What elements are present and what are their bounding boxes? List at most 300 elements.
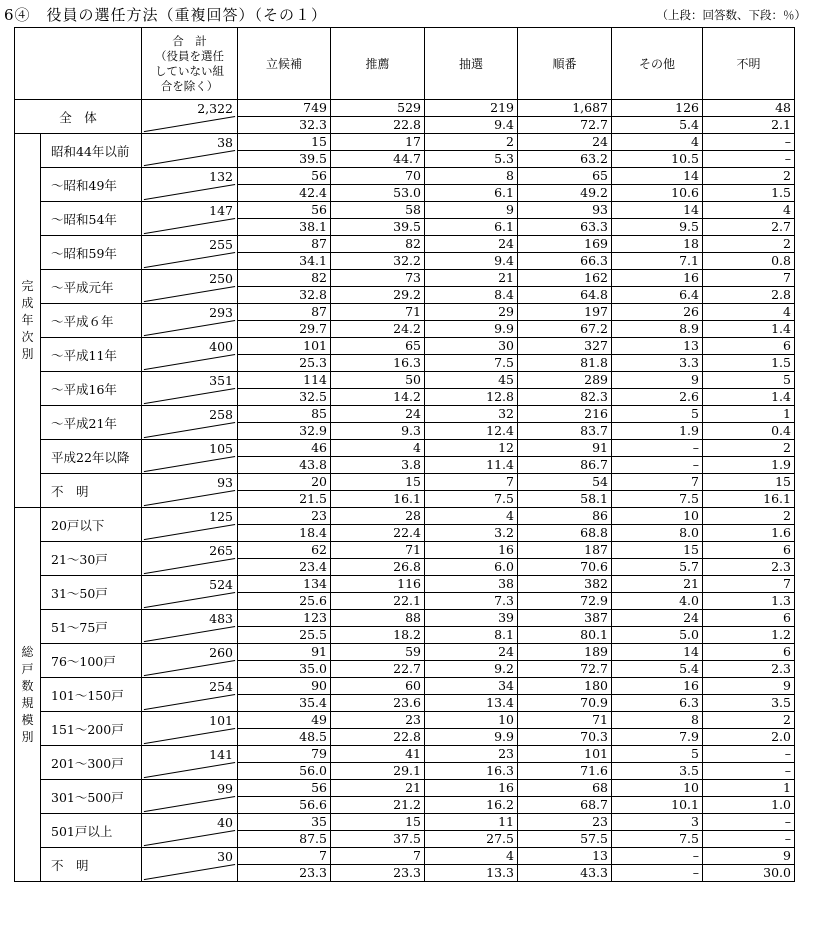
- count-value: 13: [518, 848, 611, 865]
- table-row: [15, 372, 795, 406]
- value-cell: [238, 508, 331, 542]
- count-value: 5: [612, 406, 702, 423]
- percent-value: 70.6: [580, 559, 608, 574]
- count-value: 71: [331, 304, 424, 321]
- value-cell: [612, 644, 703, 678]
- count-value: 70: [331, 168, 424, 185]
- percent-value: 44.7: [393, 151, 421, 166]
- group-label: [15, 134, 41, 508]
- table-row: [15, 644, 795, 678]
- table-row: [15, 474, 795, 508]
- percent-value: 57.5: [580, 831, 608, 846]
- table-row: [15, 508, 795, 542]
- count-value: 21: [331, 780, 424, 797]
- count-value: 6: [703, 542, 794, 559]
- all-row: [15, 100, 795, 134]
- value-cell: [612, 134, 703, 168]
- percent-value: 7.5: [494, 355, 514, 370]
- count-value: 9: [703, 848, 794, 865]
- count-value: 101: [238, 338, 330, 355]
- row-label: 21～30戸: [41, 542, 142, 576]
- percent-value: 35.0: [299, 661, 327, 676]
- value-cell: [238, 304, 331, 338]
- value-cell: [238, 440, 331, 474]
- row-total: [142, 406, 238, 440]
- count-value: 1: [703, 780, 794, 797]
- percent-value: 1.5: [771, 185, 791, 200]
- value-cell: [703, 236, 795, 270]
- percent-value: 18.2: [393, 627, 421, 642]
- value-cell: [518, 270, 612, 304]
- count-value: 34: [425, 678, 517, 695]
- count-value: 90: [238, 678, 330, 695]
- percent-value: 12.8: [486, 389, 514, 404]
- value-cell: [612, 780, 703, 814]
- percent-value: 16.3: [393, 355, 421, 370]
- value-cell: [331, 712, 425, 746]
- count-value: 187: [518, 542, 611, 559]
- value-cell: [518, 100, 612, 134]
- row-total-value: 2,322: [197, 101, 233, 116]
- page-title: 6④ 役員の選任方法（重複回答）（その１）: [4, 6, 328, 24]
- count-value: 14: [612, 202, 702, 219]
- count-value: 24: [612, 610, 702, 627]
- row-total: [142, 542, 238, 576]
- row-label: 20戸以下: [41, 508, 142, 542]
- percent-value: –: [784, 151, 791, 166]
- value-cell: [703, 304, 795, 338]
- row-total-value: 125: [209, 509, 233, 524]
- value-cell: [238, 644, 331, 678]
- count-value: 23: [238, 508, 330, 525]
- percent-value: 2.0: [771, 729, 791, 744]
- group-label-char: 成: [21, 296, 34, 310]
- count-value: 24: [331, 406, 424, 423]
- value-cell: [703, 814, 795, 848]
- table-row: [15, 406, 795, 440]
- percent-value: 10.6: [671, 185, 699, 200]
- table-row: [15, 338, 795, 372]
- percent-value: 6.3: [679, 695, 699, 710]
- value-cell: [238, 168, 331, 202]
- percent-value: 22.8: [393, 729, 421, 744]
- value-cell: [425, 134, 518, 168]
- percent-value: 24.2: [393, 321, 421, 336]
- count-value: 162: [518, 270, 611, 287]
- value-cell: [518, 542, 612, 576]
- value-cell: [425, 304, 518, 338]
- group-label-char: 完: [21, 279, 34, 293]
- group-label-char: 規: [21, 695, 34, 710]
- percent-value: 32.3: [299, 117, 327, 132]
- count-value: 116: [331, 576, 424, 593]
- header-total-line: （役員を選任: [155, 48, 224, 63]
- percent-value: 3.8: [401, 457, 421, 472]
- header-row: [15, 28, 795, 100]
- percent-value: 5.7: [679, 559, 699, 574]
- value-cell: [612, 474, 703, 508]
- value-cell: [518, 746, 612, 780]
- count-value: 88: [331, 610, 424, 627]
- value-cell: [425, 610, 518, 644]
- count-value: –: [703, 746, 794, 763]
- count-value: 85: [238, 406, 330, 423]
- value-cell: [425, 644, 518, 678]
- value-cell: [331, 576, 425, 610]
- count-value: 30: [425, 338, 517, 355]
- table-row: [15, 576, 795, 610]
- value-cell: [703, 270, 795, 304]
- value-cell: [425, 270, 518, 304]
- percent-value: 9.9: [494, 321, 514, 336]
- percent-value: 23.4: [299, 559, 327, 574]
- value-cell: [425, 202, 518, 236]
- row-total-value: 400: [209, 339, 233, 354]
- count-value: 7: [331, 848, 424, 865]
- row-label: 31～50戸: [41, 576, 142, 610]
- row-total: [142, 474, 238, 508]
- percent-value: 22.1: [393, 593, 421, 608]
- row-total: [142, 848, 238, 882]
- row-total-value: 483: [209, 611, 233, 626]
- count-value: 2: [425, 134, 517, 151]
- count-value: 65: [331, 338, 424, 355]
- value-cell: [425, 848, 518, 882]
- percent-value: 12.4: [486, 423, 514, 438]
- count-value: 15: [331, 474, 424, 491]
- row-label: 51～75戸: [41, 610, 142, 644]
- count-value: 10: [425, 712, 517, 729]
- percent-value: 29.2: [393, 287, 421, 302]
- count-value: 71: [331, 542, 424, 559]
- percent-value: 32.2: [393, 253, 421, 268]
- row-total: [142, 576, 238, 610]
- percent-value: 63.2: [580, 151, 608, 166]
- percent-value: 72.9: [580, 593, 608, 608]
- value-cell: [518, 780, 612, 814]
- value-cell: [425, 678, 518, 712]
- value-cell: [518, 712, 612, 746]
- percent-value: 35.4: [299, 695, 327, 710]
- count-value: 32: [425, 406, 517, 423]
- percent-value: 64.8: [580, 287, 608, 302]
- value-cell: [425, 712, 518, 746]
- count-value: 126: [612, 100, 702, 117]
- percent-value: 1.4: [771, 389, 791, 404]
- percent-value: 82.3: [580, 389, 608, 404]
- count-value: 65: [518, 168, 611, 185]
- percent-value: 42.4: [299, 185, 327, 200]
- value-cell: [331, 338, 425, 372]
- percent-value: 56.0: [299, 763, 327, 778]
- row-label: 不 明: [41, 474, 142, 508]
- row-total: [142, 100, 238, 134]
- count-value: 2: [703, 440, 794, 457]
- value-cell: [703, 372, 795, 406]
- count-value: 9: [703, 678, 794, 695]
- count-value: 4: [703, 304, 794, 321]
- percent-value: 48.5: [299, 729, 327, 744]
- count-value: 8: [612, 712, 702, 729]
- count-value: 2: [703, 712, 794, 729]
- count-value: 15: [238, 134, 330, 151]
- count-value: 1: [703, 406, 794, 423]
- count-value: 91: [238, 644, 330, 661]
- count-value: 6: [703, 338, 794, 355]
- count-value: 169: [518, 236, 611, 253]
- count-value: 93: [518, 202, 611, 219]
- percent-value: 6.4: [679, 287, 699, 302]
- count-value: 71: [518, 712, 611, 729]
- percent-value: 10.1: [671, 797, 699, 812]
- row-total-value: 101: [209, 713, 233, 728]
- row-total: [142, 746, 238, 780]
- value-cell: [612, 610, 703, 644]
- value-cell: [425, 440, 518, 474]
- table-row: [15, 780, 795, 814]
- count-value: 13: [612, 338, 702, 355]
- value-cell: [331, 814, 425, 848]
- row-total: [142, 610, 238, 644]
- percent-value: 8.1: [494, 627, 514, 642]
- row-total-value: 105: [209, 441, 233, 456]
- row-total-value: 254: [209, 679, 233, 694]
- count-value: 45: [425, 372, 517, 389]
- row-total-value: 255: [209, 237, 233, 252]
- table-body: [15, 100, 795, 882]
- count-value: 56: [238, 168, 330, 185]
- percent-value: 68.7: [580, 797, 608, 812]
- value-cell: [612, 202, 703, 236]
- count-value: 23: [425, 746, 517, 763]
- count-value: 123: [238, 610, 330, 627]
- count-value: 39: [425, 610, 517, 627]
- percent-value: 25.3: [299, 355, 327, 370]
- count-value: 10: [612, 780, 702, 797]
- count-value: 16: [425, 780, 517, 797]
- count-value: 7: [612, 474, 702, 491]
- row-label: 昭和44年以前: [41, 134, 142, 168]
- value-cell: [331, 134, 425, 168]
- value-cell: [703, 712, 795, 746]
- percent-value: 23.3: [393, 865, 421, 880]
- percent-value: 11.4: [486, 457, 514, 472]
- row-label: 平成22年以降: [41, 440, 142, 474]
- value-cell: [238, 576, 331, 610]
- value-cell: [612, 100, 703, 134]
- value-cell: [425, 576, 518, 610]
- percent-value: 80.1: [580, 627, 608, 642]
- value-cell: [331, 270, 425, 304]
- count-value: 26: [612, 304, 702, 321]
- percent-value: 25.5: [299, 627, 327, 642]
- table-row: [15, 678, 795, 712]
- count-value: 15: [612, 542, 702, 559]
- value-cell: [331, 780, 425, 814]
- table-row: [15, 168, 795, 202]
- value-cell: [331, 406, 425, 440]
- header-rotation: 順番: [518, 28, 612, 100]
- count-value: 28: [331, 508, 424, 525]
- percent-value: 3.5: [771, 695, 791, 710]
- table-row: [15, 746, 795, 780]
- count-value: 6: [703, 644, 794, 661]
- count-value: 3: [612, 814, 702, 831]
- count-value: 82: [331, 236, 424, 253]
- value-cell: [238, 474, 331, 508]
- percent-value: 7.5: [494, 491, 514, 506]
- count-value: 86: [518, 508, 611, 525]
- percent-value: 2.1: [771, 117, 791, 132]
- table-row: [15, 542, 795, 576]
- row-total-value: 250: [209, 271, 233, 286]
- value-cell: [238, 338, 331, 372]
- count-value: 15: [331, 814, 424, 831]
- value-cell: [703, 168, 795, 202]
- percent-value: 1.3: [771, 593, 791, 608]
- percent-value: 16.1: [393, 491, 421, 506]
- value-cell: [518, 372, 612, 406]
- percent-value: 5.4: [679, 661, 699, 676]
- row-total-value: 38: [217, 135, 233, 150]
- percent-value: 18.4: [299, 525, 327, 540]
- row-label: 201～300戸: [41, 746, 142, 780]
- count-value: 24: [425, 236, 517, 253]
- table-row: [15, 610, 795, 644]
- percent-value: 5.3: [494, 151, 514, 166]
- percent-value: 22.8: [393, 117, 421, 132]
- row-total: [142, 712, 238, 746]
- value-cell: [612, 304, 703, 338]
- percent-value: 23.6: [393, 695, 421, 710]
- value-cell: [612, 712, 703, 746]
- count-value: 180: [518, 678, 611, 695]
- percent-value: 49.2: [580, 185, 608, 200]
- value-cell: [703, 678, 795, 712]
- count-value: –: [703, 814, 794, 831]
- percent-value: 26.8: [393, 559, 421, 574]
- value-cell: [612, 440, 703, 474]
- row-total-value: 30: [217, 849, 233, 864]
- value-cell: [331, 508, 425, 542]
- unit-note: （上段：回答数、下段：％）: [656, 8, 806, 22]
- count-value: 6: [703, 610, 794, 627]
- percent-value: 83.7: [580, 423, 608, 438]
- value-cell: [612, 338, 703, 372]
- count-value: 2: [703, 508, 794, 525]
- percent-value: 21.5: [299, 491, 327, 506]
- row-total-value: 258: [209, 407, 233, 422]
- percent-value: 32.5: [299, 389, 327, 404]
- count-value: 23: [331, 712, 424, 729]
- count-value: 9: [612, 372, 702, 389]
- count-value: 216: [518, 406, 611, 423]
- value-cell: [518, 406, 612, 440]
- percent-value: 86.7: [580, 457, 608, 472]
- count-value: 197: [518, 304, 611, 321]
- percent-value: 3.3: [679, 355, 699, 370]
- row-total: [142, 168, 238, 202]
- row-label: 301～500戸: [41, 780, 142, 814]
- value-cell: [518, 202, 612, 236]
- value-cell: [703, 610, 795, 644]
- count-value: 59: [331, 644, 424, 661]
- count-value: 20: [238, 474, 330, 491]
- percent-value: 70.9: [580, 695, 608, 710]
- header-lottery: 抽選: [425, 28, 518, 100]
- percent-value: 22.4: [393, 525, 421, 540]
- percent-value: 81.8: [580, 355, 608, 370]
- value-cell: [612, 746, 703, 780]
- row-label: 不 明: [41, 848, 142, 882]
- value-cell: [331, 542, 425, 576]
- count-value: 16: [612, 270, 702, 287]
- value-cell: [331, 474, 425, 508]
- table-row: [15, 712, 795, 746]
- count-value: 35: [238, 814, 330, 831]
- row-label: ～平成６年: [41, 304, 142, 338]
- percent-value: 9.2: [494, 661, 514, 676]
- row-total: [142, 304, 238, 338]
- count-value: 189: [518, 644, 611, 661]
- row-label: 101～150戸: [41, 678, 142, 712]
- value-cell: [238, 712, 331, 746]
- row-label: ～昭和59年: [41, 236, 142, 270]
- value-cell: [425, 168, 518, 202]
- count-value: 4: [331, 440, 424, 457]
- percent-value: 25.6: [299, 593, 327, 608]
- count-value: 2: [703, 168, 794, 185]
- table-row: [15, 440, 795, 474]
- value-cell: [703, 100, 795, 134]
- percent-value: 2.8: [771, 287, 791, 302]
- percent-value: 23.3: [299, 865, 327, 880]
- row-total-value: 93: [217, 475, 233, 490]
- group-label-char: 戸: [21, 661, 34, 676]
- count-value: 24: [425, 644, 517, 661]
- percent-value: 7.5: [679, 491, 699, 506]
- value-cell: [703, 848, 795, 882]
- count-value: 7: [425, 474, 517, 491]
- value-cell: [238, 134, 331, 168]
- value-cell: [612, 406, 703, 440]
- percent-value: –: [692, 457, 699, 472]
- percent-value: 43.8: [299, 457, 327, 472]
- value-cell: [238, 678, 331, 712]
- row-total-value: 132: [209, 169, 233, 184]
- value-cell: [703, 542, 795, 576]
- header-total-line: していない組: [155, 63, 224, 78]
- row-total: [142, 134, 238, 168]
- percent-value: 58.1: [580, 491, 608, 506]
- percent-value: 16.3: [486, 763, 514, 778]
- count-value: 5: [612, 746, 702, 763]
- value-cell: [425, 508, 518, 542]
- row-total: [142, 440, 238, 474]
- table-row: [15, 236, 795, 270]
- row-total: [142, 678, 238, 712]
- table-row: [15, 814, 795, 848]
- count-value: 60: [331, 678, 424, 695]
- count-value: 4: [425, 848, 517, 865]
- percent-value: 6.0: [494, 559, 514, 574]
- percent-value: 10.5: [671, 151, 699, 166]
- row-total: [142, 508, 238, 542]
- value-cell: [331, 746, 425, 780]
- percent-value: 67.2: [580, 321, 608, 336]
- value-cell: [703, 440, 795, 474]
- value-cell: [331, 168, 425, 202]
